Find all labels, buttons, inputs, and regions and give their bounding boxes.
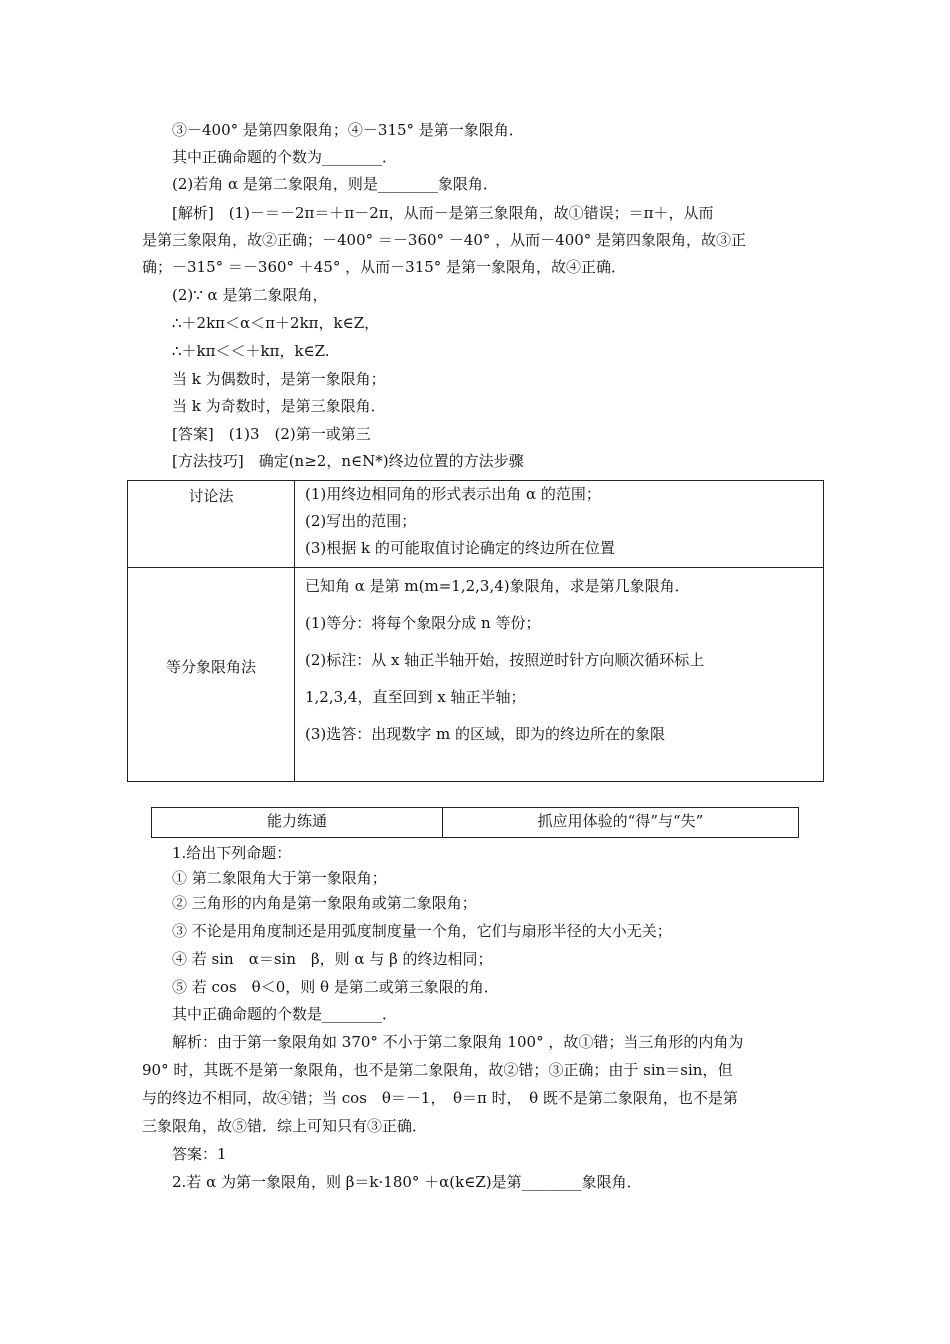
text-line: 当 k 为奇数时，是第三象限角． <box>172 397 386 415</box>
text-line: (2)若角 α 是第二象限角，则是________象限角． <box>172 175 498 193</box>
text-line: [解析] (1)－＝－2π＝＋π－2π，从而－是第三象限角，故①错误；＝π＋，从而 <box>172 204 714 222</box>
text-line: ① 第二象限角大于第一象限角； <box>172 869 387 887</box>
text-line: 其中正确命题的个数为________． <box>172 148 398 166</box>
text-line: ∴＋kπ＜＜＋kπ，k∈Z. <box>172 342 330 360</box>
method-step: (3)选答：出现数字 m 的区域，即为的终边所在的象限 <box>305 725 666 743</box>
section-heading: [方法技巧] 确定(n≥2，n∈N*)终边位置的方法步骤 <box>172 452 524 470</box>
text-line: ④ 若 sin α＝sin β，则 α 与 β 的终边相同； <box>172 950 493 968</box>
method-step: (1)用终边相同角的形式表示出角 α 的范围； <box>305 485 601 503</box>
text-line: ② 三角形的内角是第一象限角或第二象限角； <box>172 894 477 912</box>
method-name-cell <box>128 481 295 568</box>
text-line: ⑤ 若 cos θ＜0，则 θ 是第二或第三象限的角． <box>172 978 499 996</box>
text-line: 与的终边不相同，故④错；当 cos θ＝－1， θ＝π 时， θ 既不是第二象限角，也不是第 <box>142 1089 738 1107</box>
text-line: 解析：由于第一象限角如 370° 不小于第二象限角 100° ，故①错；当三角形的内角为 <box>172 1033 744 1051</box>
text-line: 确；－315° ＝－360° ＋45° ，从而－315° 是第一象限角，故④正确． <box>142 258 627 276</box>
ability-title: 能力练通 <box>152 808 443 838</box>
text-line: 其中正确命题的个数是________． <box>172 1005 398 1023</box>
text-line: 三象限角，故⑤错．综上可知只有③正确． <box>142 1117 428 1135</box>
text-line: 当 k 为偶数时，是第一象限角； <box>172 370 386 388</box>
method-step: 已知角 α 是第 m(m=1,2,3,4)象限角，求是第几象限角． <box>305 577 690 595</box>
method-name: 等分象限角法 <box>165 658 256 676</box>
text-line: 90° 时，其既不是第一象限角，也不是第二象限角，故②错；③正确；由于 sin＝sin，但 <box>142 1061 733 1079</box>
method-steps-cell <box>295 481 824 568</box>
text-line: 1.给出下列命题： <box>172 844 292 862</box>
method-name-cell <box>128 568 295 782</box>
ability-banner <box>151 807 799 838</box>
method-step: (2)写出的范围； <box>305 512 417 530</box>
method-step: (2)标注：从 x 轴正半轴开始，按照逆时针方向顺次循环标上 <box>305 651 705 669</box>
text-line: [答案] (1)3 (2)第一或第三 <box>172 425 371 443</box>
answer-line: 答案：1 <box>172 1145 227 1163</box>
text-line: 是第三象限角，故②正确；－400° ＝－360° －40° ，从而－400° 是第四象限角，故③正 <box>142 231 747 249</box>
text-line: ③－400° 是第四象限角；④－315° 是第一象限角． <box>172 121 524 139</box>
method-steps-cell <box>295 568 824 782</box>
text-line: ③ 不论是用角度制还是用弧度制度量一个角，它们与扇形半径的大小无关； <box>172 922 672 940</box>
text-line: ∴＋2kπ＜α＜π＋2kπ，k∈Z， <box>172 314 380 332</box>
method-name: 讨论法 <box>188 487 234 505</box>
text-line: 2.若 α 为第一象限角，则 β＝k·180° ＋α(k∈Z)是第________象限角． <box>172 1173 642 1191</box>
method-step: 1,2,3,4，直至回到 x 轴正半轴； <box>305 688 526 706</box>
method-step: (3)根据 k 的可能取值讨论确定的终边所在位置 <box>305 539 615 557</box>
method-step: (1)等分：将每个象限分成 n 等份； <box>305 614 541 632</box>
method-table <box>127 480 824 782</box>
ability-subtitle: 抓应用体验的“得”与“失” <box>443 808 799 838</box>
text-line: (2)∵ α 是第二象限角， <box>172 286 328 304</box>
